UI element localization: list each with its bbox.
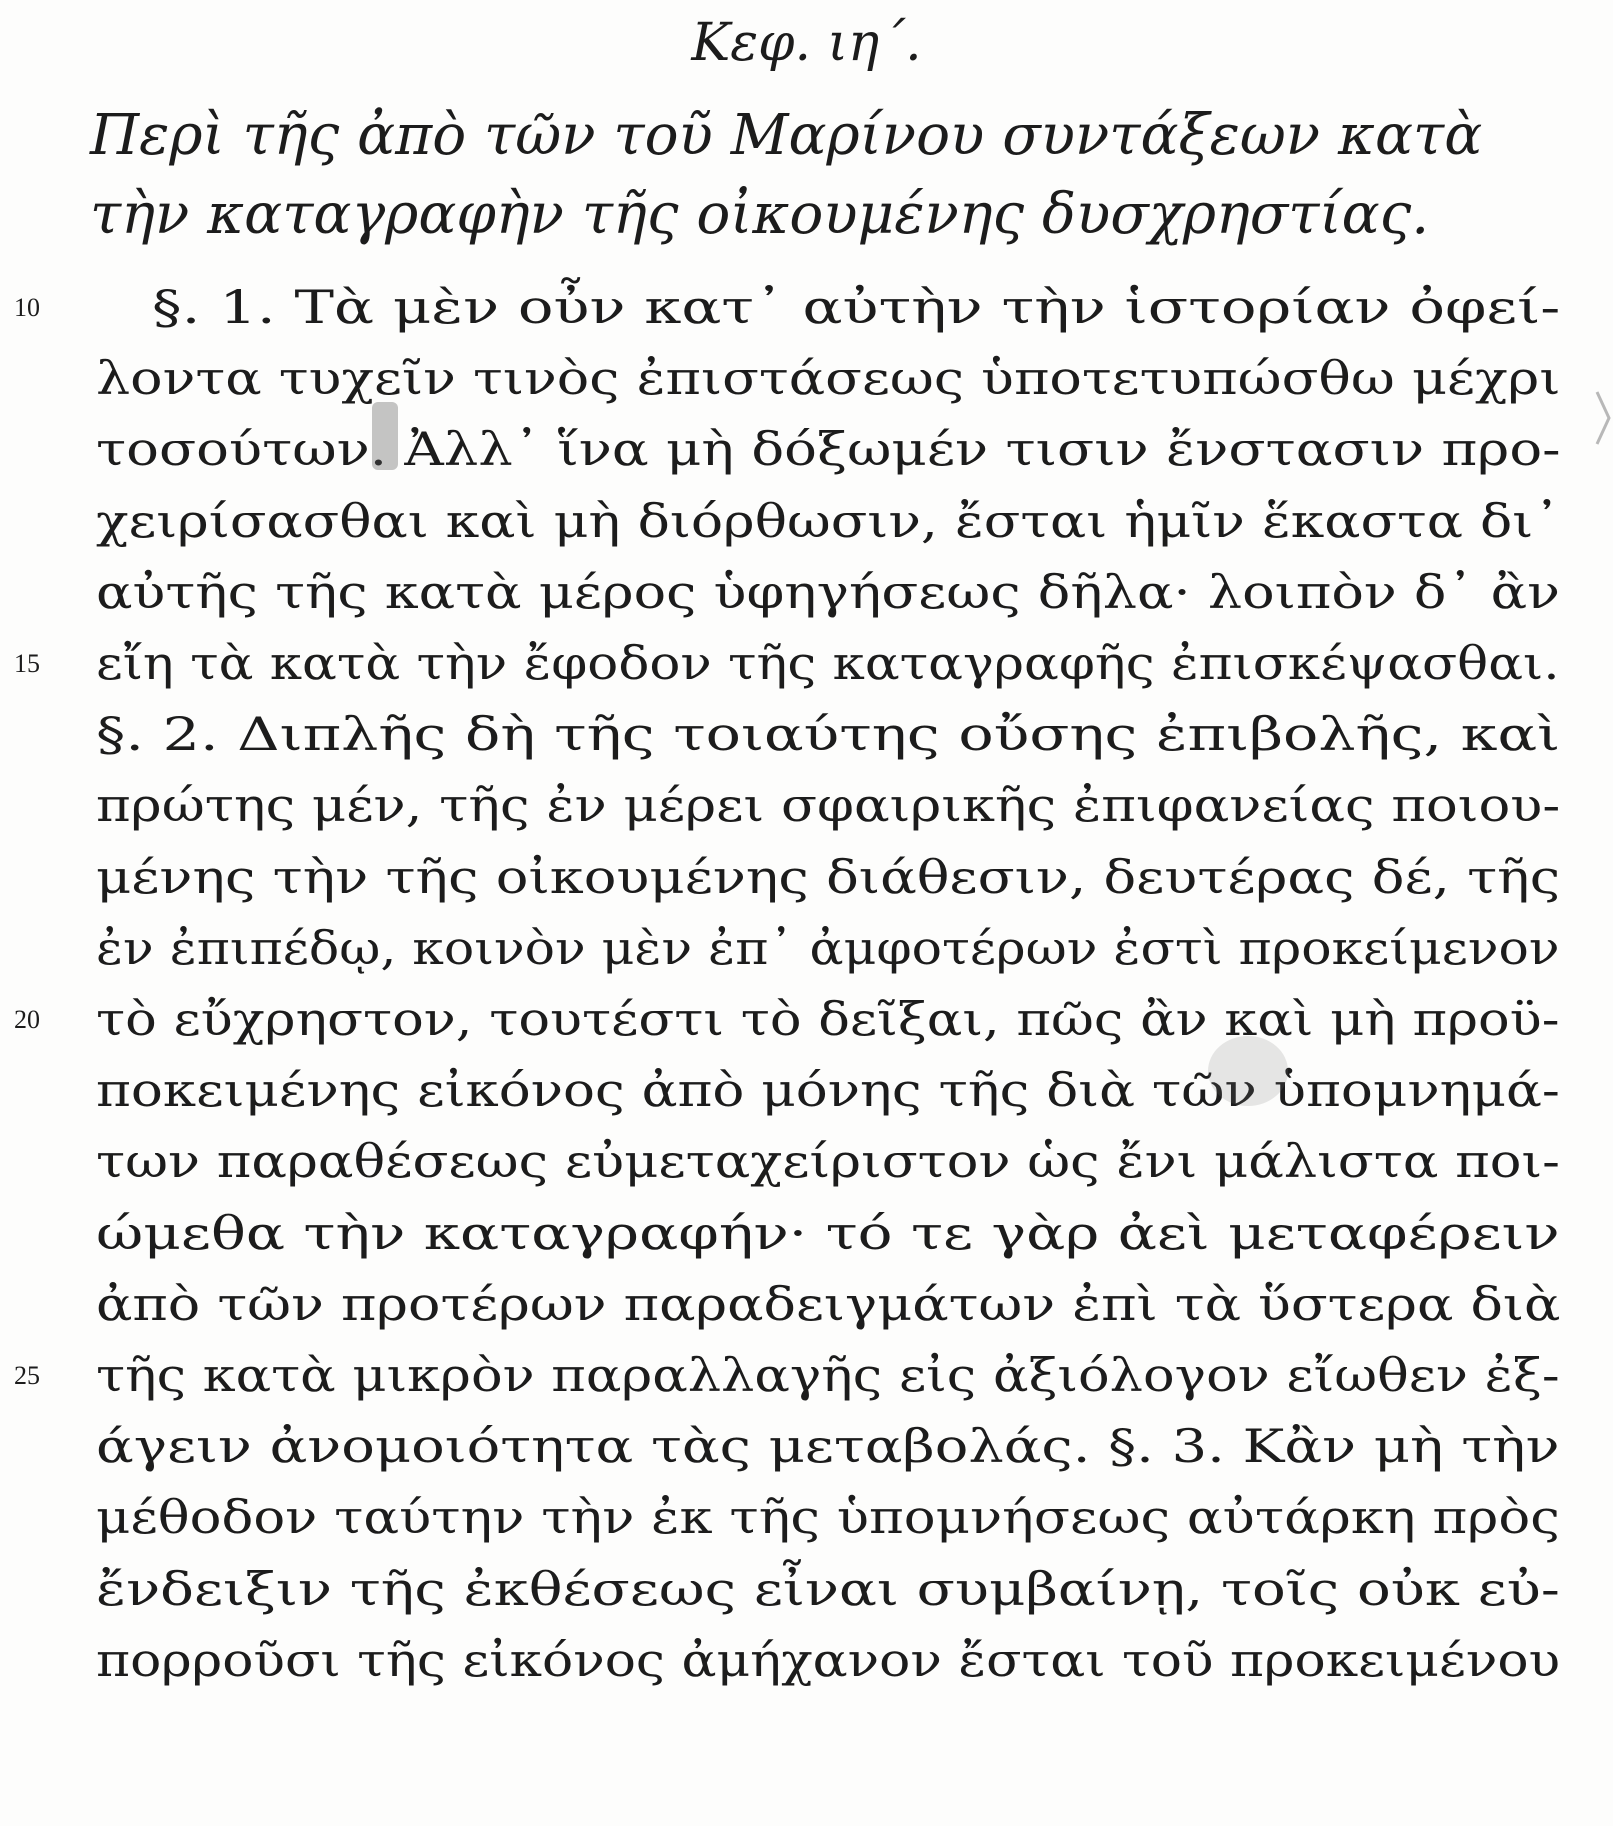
line-number: 25 <box>14 1361 40 1390</box>
chapter-title-line-1: Περὶ τῆς ἀπὸ τῶν τοῦ Μαρίνου συντάξεων κατὰ <box>90 103 1483 168</box>
text-line: πορροῦσι τῆς εἰκόνος ἀμήχανον ἔσται τοῦ προκειμένου <box>96 1633 1561 1687</box>
text-line: άγειν ἀνομοιότητα τὰς μεταβολάς. §. 3. Κἂν μὴ τὴν <box>96 1419 1560 1473</box>
text-line: πρώτης μέν, τῆς ἐν μέρει σφαιρικῆς ἐπιφανείας ποιου- <box>96 778 1561 832</box>
text-line: §. 2. Διπλῆς δὴ τῆς τοιαύτης οὔσης ἐπιβολῆς, καὶ <box>96 707 1561 761</box>
line-number: 10 <box>14 293 40 322</box>
text-line: των παραθέσεως εὐμεταχείριστον ὡς ἔνι μάλιστα ποι- <box>96 1134 1560 1188</box>
text-line: ώμεθα τὴν καταγραφήν· τό τε γὰρ ἀεὶ μεταφέρειν <box>96 1206 1560 1260</box>
text-line: μέθοδον ταύτην τὴν ἐκ τῆς ὑπομνήσεως αὐτάρκη πρὸς <box>96 1490 1560 1544</box>
text-line: χειρίσασθαι καὶ μὴ διόρθωσιν, ἔσται ἡμῖν ἕκαστα δι᾽ <box>96 494 1561 548</box>
text-line: ἐν ἐπιπέδῳ, κοινὸν μὲν ἐπ᾽ ἀμφοτέρων ἐστὶ προκείμενον <box>96 921 1560 975</box>
text-line: αὐτῆς τῆς κατὰ μέρος ὑφηγήσεως δῆλα· λοιπὸν δ᾽ ἂν <box>96 565 1561 619</box>
text-line: εἴη τὰ κατὰ τὴν ἔφοδον τῆς καταγραφῆς ἐπισκέψασθαι. <box>96 636 1560 690</box>
text-line: μένης τὴν τῆς οἰκουμένης διάθεσιν, δευτέρας δέ, τῆς <box>96 850 1561 904</box>
chapter-heading: Κεφ. ιη΄. <box>691 13 922 73</box>
text-line: τοσούτων. Ἀλλ᾽ ἵνα μὴ δόξωμέν τισιν ἔνστασιν προ- <box>96 422 1561 476</box>
text-line: §. 1. Τὰ μὲν οὖν κατ᾽ αὐτὴν τὴν ἱστορίαν ὀφεί- <box>152 280 1561 334</box>
line-number: 15 <box>14 649 40 678</box>
chevron-right-icon <box>1595 388 1611 448</box>
line-number: 20 <box>14 1005 40 1034</box>
ink-smudge <box>1208 1036 1288 1106</box>
text-line: ἔνδειξιν τῆς ἐκθέσεως εἶναι συμβαίνῃ, τοῖς οὐκ εὐ- <box>96 1562 1560 1616</box>
text-line: λοντα τυχεῖν τινὸς ἐπιστάσεως ὑποτετυπώσθω μέχρι <box>96 351 1561 405</box>
chapter-title-line-2: τὴν καταγραφὴν τῆς οἰκουμένης δυσχρηστίας. <box>90 182 1430 247</box>
text-line: τῆς κατὰ μικρὸν παραλλαγῆς εἰς ἀξιόλογον εἴωθεν ἐξ- <box>96 1348 1560 1402</box>
ink-smudge <box>372 402 398 470</box>
text-line: ποκειμένης εἰκόνος ἀπὸ μόνης τῆς διὰ τῶν ὑπομνημά- <box>96 1063 1560 1117</box>
text-line: ἀπὸ τῶν προτέρων παραδειγμάτων ἐπὶ τὰ ὕστερα διὰ <box>96 1277 1561 1331</box>
text-line: τὸ εὔχρηστον, τουτέστι τὸ δεῖξαι, πῶς ἂν καὶ μὴ προϋ- <box>96 992 1560 1046</box>
